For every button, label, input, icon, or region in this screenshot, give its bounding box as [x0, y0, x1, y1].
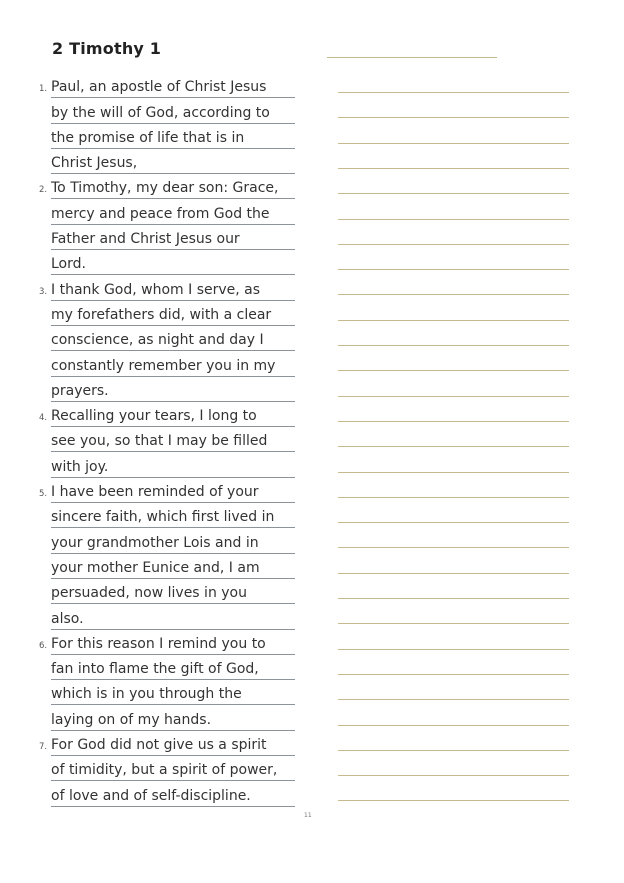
text-line [51, 249, 295, 275]
verse-number: 7. [39, 742, 48, 753]
text-line [39, 72, 295, 98]
text-line [51, 224, 295, 250]
writing-line [338, 497, 569, 498]
text-line [51, 148, 295, 174]
page-number: 11 [304, 812, 312, 819]
writing-line [338, 168, 569, 169]
verse-number: 2. [39, 185, 48, 196]
line-text: sincere faith, which first lived in [51, 509, 275, 526]
line-text: For this reason I remind you to [51, 635, 266, 652]
text-line [51, 325, 295, 351]
writing-line [338, 623, 569, 624]
line-text: I have been reminded of your [51, 484, 259, 501]
text-line [39, 274, 295, 300]
line-text: Father and Christ Jesus our [51, 231, 240, 248]
text-line [39, 401, 295, 427]
line-text: persuaded, now lives in you [51, 585, 247, 602]
verse-number: 4. [39, 413, 48, 424]
line-text: Christ Jesus, [51, 155, 138, 172]
text-line [51, 376, 295, 402]
verse-number: 6. [39, 640, 48, 651]
text-line [51, 426, 295, 452]
line-text: mercy and peace from God the [51, 205, 270, 222]
writing-line [338, 573, 569, 574]
writing-line [338, 674, 569, 675]
text-line [51, 755, 295, 781]
writing-line [338, 269, 569, 270]
writing-line [338, 143, 569, 144]
writing-line [338, 598, 569, 599]
text-line [51, 654, 295, 680]
line-text: fan into flame the gift of God, [51, 661, 259, 678]
writing-line [338, 117, 569, 118]
line-text: of timidity, but a spirit of power, [51, 762, 278, 779]
line-text: your mother Eunice and, I am [51, 559, 260, 576]
writing-line [338, 649, 569, 650]
line-text: For God did not give us a spirit [51, 737, 267, 754]
line-text: with joy. [51, 458, 109, 475]
writing-line [338, 725, 569, 726]
text-line [51, 527, 295, 553]
line-text: also. [51, 610, 84, 627]
line-text: To Timothy, my dear son: Grace, [51, 180, 279, 197]
text-line [51, 553, 295, 579]
writing-line [338, 800, 569, 801]
line-text: prayers. [51, 382, 109, 399]
line-text: my forefathers did, with a clear [51, 306, 272, 323]
writing-line [338, 219, 569, 220]
text-line [51, 199, 295, 225]
writing-line [338, 446, 569, 447]
line-text: conscience, as night and day I [51, 332, 264, 349]
line-text: of love and of self-discipline. [51, 787, 251, 804]
line-text: the promise of life that is in [51, 129, 245, 146]
page-title: 2 Timothy 1 [52, 39, 162, 58]
writing-line [338, 522, 569, 523]
line-text: which is in you through the [51, 686, 242, 703]
text-line [51, 300, 295, 326]
text-line [39, 629, 295, 655]
line-text: Paul, an apostle of Christ Jesus [51, 79, 267, 96]
writing-line [338, 396, 569, 397]
line-text: laying on of my hands. [51, 711, 212, 728]
writing-line [338, 699, 569, 700]
text-line [39, 477, 295, 503]
text-line [51, 679, 295, 705]
writing-line [338, 320, 569, 321]
line-text: see you, so that I may be filled [51, 433, 268, 450]
writing-line [338, 370, 569, 371]
text-line [51, 705, 295, 731]
writing-line [338, 750, 569, 751]
title-writing-line [327, 57, 497, 58]
writing-line [338, 345, 569, 346]
line-text: I thank God, whom I serve, as [51, 281, 261, 298]
text-line [39, 730, 295, 756]
verse-number: 3. [39, 286, 48, 297]
line-text: your grandmother Lois and in [51, 534, 259, 551]
line-text: constantly remember you in my [51, 357, 276, 374]
writing-line [338, 775, 569, 776]
line-text: Recalling your tears, I long to [51, 408, 257, 425]
line-text: Lord. [51, 256, 86, 273]
text-line [51, 350, 295, 376]
writing-line [338, 421, 569, 422]
text-line [51, 502, 295, 528]
text-line [51, 123, 295, 149]
writing-line [338, 193, 569, 194]
verse-number: 1. [39, 84, 48, 95]
text-line [39, 173, 295, 199]
writing-line [338, 244, 569, 245]
writing-line [338, 92, 569, 93]
writing-line [338, 294, 569, 295]
verse-number: 5. [39, 489, 48, 500]
line-text: by the will of God, according to [51, 104, 270, 121]
writing-line [338, 472, 569, 473]
text-line [51, 452, 295, 478]
writing-line [338, 547, 569, 548]
text-line [51, 578, 295, 604]
text-line [51, 603, 295, 629]
text-line [51, 97, 295, 123]
text-line [51, 780, 295, 806]
